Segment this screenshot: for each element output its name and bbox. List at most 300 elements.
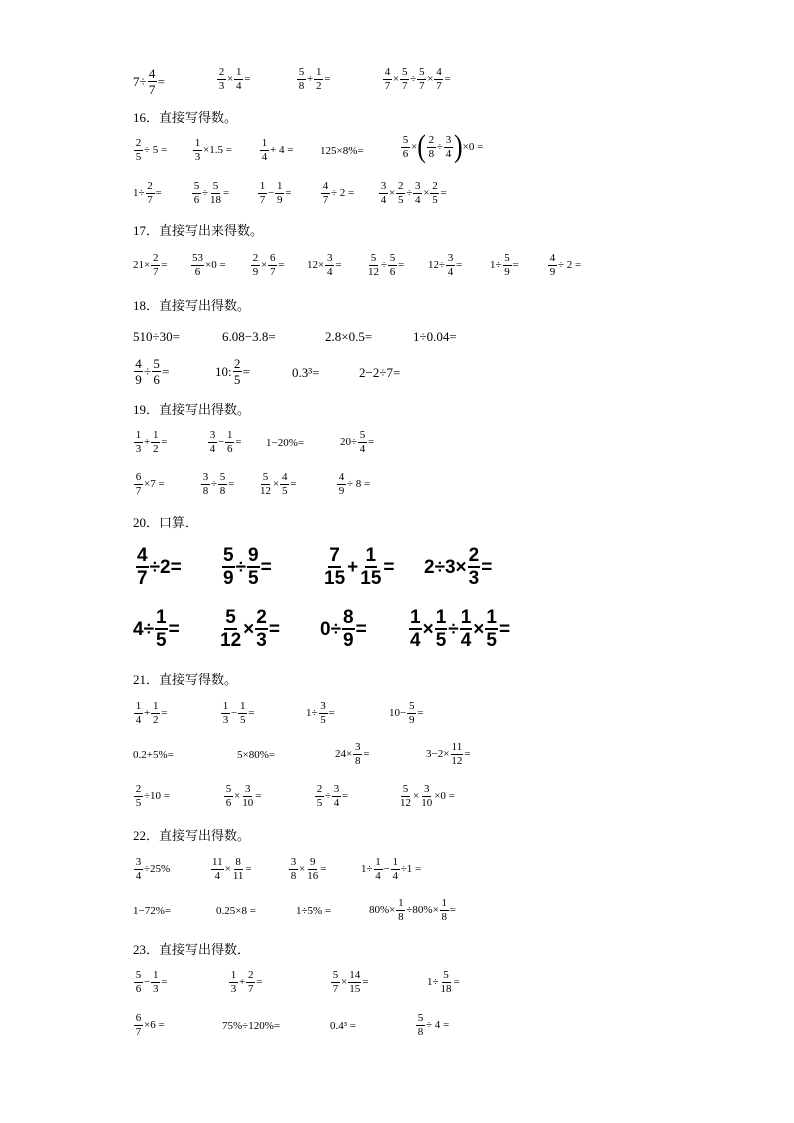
expression: [133, 430, 167, 455]
expression-text: =: [453, 976, 460, 988]
expression-text: ÷: [211, 478, 218, 490]
numerator: 1: [222, 700, 229, 712]
fraction: [446, 253, 455, 278]
expression-text: =: [278, 259, 285, 271]
expression-text: =: [444, 73, 451, 85]
denominator: 4: [261, 151, 268, 163]
expression-text: −: [383, 863, 390, 875]
expression: [218, 608, 280, 650]
expression: [400, 129, 484, 164]
numerator: 3: [135, 856, 142, 868]
fraction: [224, 784, 233, 809]
expression-text: =: [363, 748, 370, 760]
expression-text: =: [242, 364, 250, 379]
expression-text: 510÷30=: [133, 329, 180, 344]
expression-text: ÷: [436, 140, 443, 153]
fraction: [348, 970, 361, 995]
expression: [359, 366, 400, 379]
expression-text: 1÷: [306, 707, 318, 719]
expression-text: −: [231, 707, 238, 719]
numerator: 2: [432, 180, 438, 192]
denominator: 6: [194, 266, 201, 278]
expression-text: 0.25×8 =: [216, 905, 256, 917]
fraction: [148, 67, 157, 96]
numerator: 5: [402, 783, 409, 795]
expression-text: =: [328, 707, 335, 719]
fraction: [232, 857, 245, 882]
expression-text: =: [268, 618, 280, 640]
expression: [408, 608, 510, 650]
denominator: 9: [223, 568, 234, 589]
expression: [216, 67, 250, 92]
expression-text: =: [320, 863, 327, 875]
fraction: [468, 546, 481, 588]
parenthesis: ): [453, 129, 463, 164]
numerator: 5: [417, 1012, 424, 1024]
expression-text: + 4 =: [270, 144, 294, 156]
denominator: 9: [343, 630, 354, 651]
numerator: 2: [468, 545, 480, 566]
fraction: [289, 857, 298, 882]
expression-text: 0÷: [320, 618, 341, 640]
expression: [133, 138, 167, 163]
fraction: [260, 138, 269, 163]
denominator: 7: [135, 1026, 142, 1038]
numerator: 2: [428, 133, 435, 146]
fraction: [413, 181, 422, 206]
expression-text: ÷: [448, 618, 459, 640]
expression: [314, 784, 348, 809]
denominator: 4: [135, 870, 142, 882]
expression-text: ×: [261, 259, 268, 271]
numerator: 5: [408, 700, 415, 712]
fraction: [420, 784, 433, 809]
expression: [133, 357, 169, 386]
expression: [192, 138, 232, 163]
expression-text: ×: [393, 73, 400, 85]
expression: [221, 546, 272, 588]
expression: [320, 146, 364, 157]
denominator: 7: [401, 80, 408, 92]
numerator: 2: [135, 783, 142, 795]
denominator: 3: [218, 80, 225, 92]
numerator: 2: [135, 137, 142, 149]
numerator: 2: [218, 66, 225, 78]
expression-text: =: [256, 976, 263, 988]
denominator: 3: [135, 443, 142, 455]
fraction: [331, 970, 340, 995]
expression: [427, 970, 460, 995]
denominator: 2: [152, 714, 159, 726]
denominator: 7: [148, 82, 156, 97]
expression-text: 1÷: [361, 863, 373, 875]
numerator: 3: [423, 783, 430, 795]
numerator: 2: [316, 783, 323, 795]
denominator: 5: [248, 568, 259, 589]
expression-text: ×: [234, 790, 241, 802]
fraction: [396, 181, 405, 206]
fraction: [146, 181, 155, 206]
question-heading-21: 21．直接写得数。: [133, 672, 238, 687]
denominator: 6: [402, 147, 409, 160]
expression: [228, 970, 262, 995]
numerator: 5: [135, 969, 142, 981]
denominator: 7: [436, 80, 442, 92]
expression-text: =: [417, 707, 424, 719]
numerator: 3: [209, 429, 216, 441]
fraction: [134, 430, 143, 455]
fraction: [358, 430, 367, 455]
numerator: 9: [309, 856, 316, 868]
numerator: 1: [460, 607, 472, 628]
fraction: [323, 546, 346, 588]
expression: [223, 784, 261, 809]
numerator: 1: [239, 700, 246, 712]
fraction: [151, 970, 160, 995]
numerator: 2: [233, 356, 241, 371]
numerator: 11: [212, 856, 223, 868]
denominator: 5: [397, 194, 404, 206]
denominator: 4: [135, 714, 142, 726]
denominator: 2: [315, 80, 322, 92]
denominator: 7: [419, 80, 425, 92]
expression-text: 2÷3×: [424, 556, 467, 578]
question-heading-23: 23．直接写出得数．: [133, 942, 251, 957]
expression-text: =: [161, 976, 168, 988]
expression-text: ×: [389, 187, 396, 199]
fraction: [280, 472, 289, 497]
expression: [190, 253, 226, 278]
expression-text: ÷80%×: [406, 904, 439, 916]
denominator: 10: [242, 797, 254, 809]
numerator: 3: [320, 700, 326, 712]
expression-text: +: [307, 73, 314, 85]
expression-text: ÷10 =: [144, 790, 170, 802]
fraction: [238, 701, 247, 726]
expression: [133, 67, 165, 96]
expression: [336, 472, 370, 497]
fraction: [379, 181, 388, 206]
expression-text: ÷ 2 =: [331, 187, 355, 199]
fraction: [359, 546, 382, 588]
numerator: 1: [410, 607, 421, 628]
expression-text: 75%÷120%=: [222, 1020, 281, 1032]
expression-text: ÷: [410, 73, 417, 85]
expression-text: =: [255, 790, 262, 802]
expression-text: ×0 =: [205, 259, 226, 271]
expression-text: 1÷0.04=: [413, 329, 457, 344]
denominator: 5: [239, 714, 246, 726]
denominator: 7: [247, 983, 254, 995]
expression-text: ×7 =: [144, 478, 165, 490]
fraction: [222, 546, 235, 588]
denominator: 3: [468, 568, 480, 589]
fraction: [134, 784, 143, 809]
denominator: 5: [486, 630, 497, 651]
expression: [307, 253, 341, 278]
fraction: [440, 970, 453, 995]
expression: [413, 330, 457, 343]
expression: [133, 857, 170, 882]
expression-text: 80%×: [369, 904, 396, 916]
expression-text: ÷ 2 =: [558, 259, 582, 271]
expression: [382, 67, 451, 92]
numerator: 6: [269, 252, 276, 264]
expression: [320, 181, 354, 206]
expression-text: =: [498, 618, 511, 640]
denominator: 9: [135, 372, 142, 387]
denominator: 8: [202, 485, 209, 497]
fraction: [234, 67, 243, 92]
fraction: [225, 430, 234, 455]
expression-text: =: [161, 259, 168, 271]
fraction: [297, 67, 306, 92]
expression-text: ×0 =: [434, 790, 455, 802]
numerator: 1: [398, 897, 404, 909]
numerator: 2: [247, 969, 254, 981]
expression: [133, 750, 174, 761]
expression-text: +: [144, 707, 151, 719]
expression-text: ÷2=: [149, 556, 182, 578]
expression: [288, 857, 326, 882]
expression: [133, 608, 180, 650]
expression-text: ×: [341, 976, 348, 988]
expression: [296, 67, 330, 92]
expression-text: ×: [411, 140, 418, 153]
denominator: 9: [408, 714, 415, 726]
denominator: 8: [219, 485, 226, 497]
expression-text: =: [228, 478, 235, 490]
fraction: [396, 898, 405, 923]
expression-text: =: [285, 187, 292, 199]
denominator: 7: [147, 194, 153, 206]
numerator: 53: [192, 252, 203, 264]
expression-text: 4÷: [133, 618, 154, 640]
expression-text: 1−72%=: [133, 905, 172, 917]
denominator: 7: [259, 194, 266, 206]
expression-text: 12÷: [428, 259, 446, 271]
fraction: [233, 357, 242, 386]
fraction: [134, 857, 143, 882]
denominator: 16: [307, 870, 319, 882]
denominator: 4: [333, 797, 340, 809]
numerator: 4: [322, 180, 329, 192]
denominator: 9: [276, 194, 283, 206]
denominator: 6: [225, 797, 232, 809]
denominator: 4: [415, 194, 421, 206]
expression: [133, 970, 167, 995]
expression-text: 2.8×0.5=: [325, 329, 373, 344]
fraction: [407, 701, 416, 726]
denominator: 5: [281, 485, 288, 497]
expression-text: 125×8%=: [320, 145, 364, 157]
fraction: [427, 135, 436, 160]
numerator: 5: [419, 66, 425, 78]
numerator: 1: [156, 607, 167, 628]
expression-text: ÷: [235, 556, 247, 578]
fraction: [208, 430, 217, 455]
expression: [216, 906, 256, 917]
denominator: 6: [153, 372, 160, 387]
fraction: [134, 357, 143, 386]
expression-text: =: [157, 74, 165, 89]
expression: [207, 430, 241, 455]
numerator: 4: [384, 66, 391, 78]
numerator: 5: [262, 471, 269, 483]
expression: [361, 857, 421, 882]
fraction: [151, 430, 160, 455]
denominator: 12: [220, 630, 242, 651]
denominator: 4: [359, 443, 366, 455]
fraction: [435, 608, 448, 650]
expression-text: ÷ 8 =: [347, 478, 371, 490]
expression-text: =: [449, 904, 456, 916]
numerator: 3: [202, 471, 209, 483]
expression-text: 12×: [307, 259, 325, 271]
denominator: 5: [316, 797, 323, 809]
expression-text: ÷25%: [144, 863, 171, 875]
expression: [366, 253, 404, 278]
expression-text: =: [512, 259, 519, 271]
numerator: 9: [248, 545, 259, 566]
numerator: 11: [451, 741, 463, 753]
expression: [200, 472, 234, 497]
denominator: 4: [460, 630, 472, 651]
fraction: [391, 857, 400, 882]
expression-text: =: [355, 618, 367, 640]
expression-text: =: [342, 790, 349, 802]
fraction: [191, 253, 204, 278]
numerator: 5: [219, 471, 226, 483]
numerator: 2: [397, 180, 404, 192]
expression-text: 1÷: [427, 976, 439, 988]
expression-text: −: [218, 436, 225, 448]
numerator: 2: [252, 252, 259, 264]
expression-text: 6.08−3.8=: [222, 329, 276, 344]
denominator: 9: [504, 266, 510, 278]
denominator: 5: [432, 194, 438, 206]
fraction: [258, 181, 267, 206]
fraction: [485, 608, 498, 650]
numerator: 3: [244, 783, 251, 795]
expression: [292, 366, 319, 379]
expression-text: 5×80%=: [237, 749, 276, 761]
expression-text: =: [155, 187, 162, 199]
numerator: 1: [135, 429, 142, 441]
denominator: 4: [392, 870, 399, 882]
denominator: 8: [354, 755, 361, 767]
expression: [428, 253, 462, 278]
numerator: 1: [152, 969, 159, 981]
denominator: 8: [290, 870, 297, 882]
numerator: 4: [135, 356, 142, 371]
expression-text: ×: [413, 790, 420, 802]
denominator: 9: [338, 485, 345, 497]
expression-text: ×6 =: [144, 1019, 165, 1031]
denominator: 7: [135, 485, 142, 497]
denominator: 3: [152, 983, 159, 995]
numerator: 3: [447, 252, 454, 264]
denominator: 6: [135, 983, 142, 995]
expression: [369, 898, 456, 923]
numerator: 4: [281, 471, 288, 483]
expression-text: ÷: [325, 790, 332, 802]
fraction: [229, 970, 238, 995]
expression-text: −: [268, 187, 275, 199]
denominator: 15: [349, 983, 361, 995]
expression-text: =: [440, 187, 447, 199]
fraction: [321, 181, 330, 206]
denominator: 4: [209, 443, 216, 455]
expression-text: ×: [427, 73, 434, 85]
fraction: [151, 253, 160, 278]
expression: [222, 330, 276, 343]
expression: [257, 181, 291, 206]
numerator: 1: [259, 180, 266, 192]
denominator: 12: [451, 755, 463, 767]
expression-text: 24×: [335, 748, 353, 760]
question-heading-20: 20．口算．: [133, 515, 199, 530]
denominator: 4: [380, 194, 387, 206]
numerator: 4: [148, 66, 156, 81]
question-heading-19: 19．直接写出得数。: [133, 402, 251, 417]
numerator: 2: [147, 180, 153, 192]
fraction: [134, 1013, 143, 1038]
denominator: 15: [360, 568, 382, 589]
denominator: 2: [152, 443, 159, 455]
denominator: 5: [135, 797, 142, 809]
fraction: [342, 608, 355, 650]
fraction: [246, 970, 255, 995]
fraction: [219, 608, 242, 650]
expression-text: ÷: [381, 259, 388, 271]
expression-text: ×1.5 =: [203, 144, 232, 156]
numerator: 5: [223, 545, 234, 566]
denominator: 8: [428, 147, 435, 160]
denominator: 12: [260, 485, 271, 497]
fraction: [152, 357, 161, 386]
expression-text: 0.4³ =: [330, 1020, 357, 1032]
numerator: 5: [389, 252, 396, 264]
expression: [330, 1021, 356, 1032]
fraction: [306, 857, 319, 882]
denominator: 8: [441, 911, 448, 923]
numerator: 4: [338, 471, 345, 483]
expression-text: ×: [299, 863, 306, 875]
denominator: 7: [322, 194, 329, 206]
denominator: 9: [549, 266, 556, 278]
denominator: 5: [156, 630, 167, 651]
expression: [415, 1013, 449, 1038]
numerator: 3: [326, 252, 333, 264]
numerator: 1: [392, 856, 399, 868]
expression-text: =: [398, 259, 405, 271]
fraction: [399, 784, 412, 809]
expression-text: 20÷: [340, 436, 358, 448]
fraction: [319, 701, 328, 726]
expression-text: +: [239, 976, 246, 988]
fraction: [383, 67, 392, 92]
expression-text: ÷1 =: [400, 863, 422, 875]
denominator: 6: [226, 443, 233, 455]
expression-text: ×: [227, 73, 234, 85]
question-heading-16: 16．直接写得数。: [133, 110, 238, 125]
denominator: 4: [326, 266, 333, 278]
expression-text: =: [456, 259, 463, 271]
denominator: 4: [447, 266, 454, 278]
expression-text: 1−20%=: [266, 437, 305, 449]
question-heading-22: 22．直接写出得数。: [133, 828, 251, 843]
